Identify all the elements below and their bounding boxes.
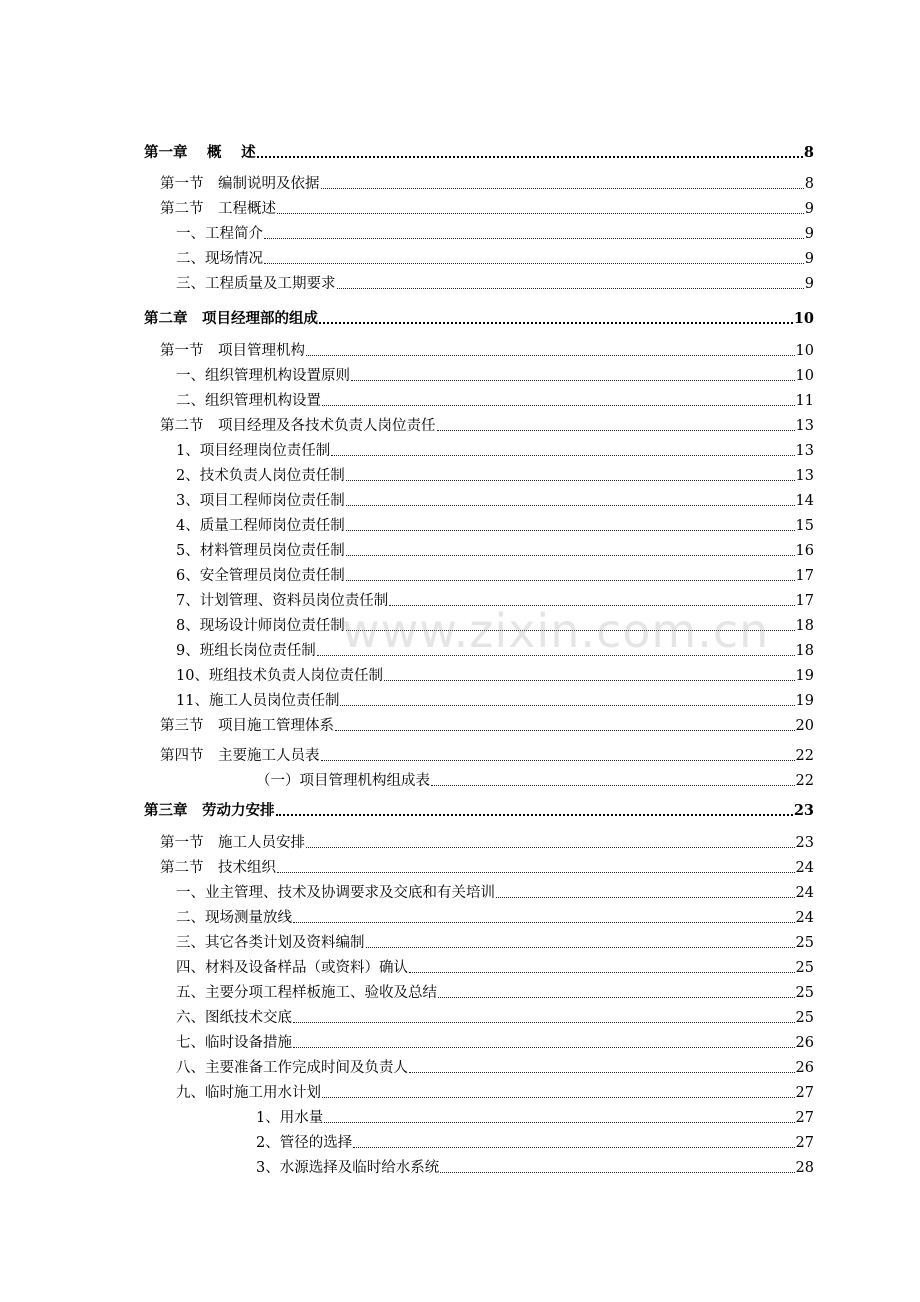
toc-leader [257,156,803,158]
toc-title: 二、现场情况 [176,251,263,267]
toc-title: 第二章 项目经理部的组成 [144,310,318,327]
toc-item[interactable] [176,563,814,585]
toc-title: 3、项目工程师岗位责任制 [176,493,345,509]
toc-page-number: 22 [795,748,814,764]
toc-leader [317,655,795,656]
toc-leader [331,455,794,456]
toc-leader [437,430,795,431]
toc-page-number: 25 [795,935,814,951]
toc-page-number: 18 [795,618,814,634]
toc-title: 5、材料管理员岗位责任制 [176,543,345,559]
toc-item[interactable] [176,488,814,510]
toc-page-number: 24 [795,860,814,876]
toc-title: 6、安全管理员岗位责任制 [176,568,345,584]
toc-title: 三、其它各类计划及资料编制 [176,935,365,951]
toc-item[interactable] [176,388,814,410]
toc-leader [496,897,795,898]
toc-title: （一）项目管理机构组成表 [256,773,430,789]
toc-section[interactable] [160,830,814,852]
toc-item[interactable] [176,463,814,485]
toc-title: 一、业主管理、技术及协调要求及交底和有关培训 [176,885,495,901]
toc-page-number: 20 [795,718,814,734]
toc-title: 7、计划管理、资料员岗位责任制 [176,593,389,609]
toc-item[interactable] [176,363,814,385]
toc-leader [438,997,795,998]
toc-page-number: 9 [804,226,814,242]
toc-item[interactable] [176,905,814,927]
watermark: www.zixin.com.cn [342,604,770,658]
toc-title: 9、班组长岗位责任制 [176,643,316,659]
toc-leader [322,1097,795,1098]
toc-title: 第二节 技术组织 [160,860,276,876]
toc-leader [351,380,795,381]
toc-page-number: 8 [803,144,814,161]
toc-leader [346,630,795,631]
toc-leader [324,1122,794,1123]
toc-item[interactable] [176,613,814,635]
toc-page-number: 23 [795,835,814,851]
toc-leader [321,760,795,761]
toc-section[interactable] [160,338,814,360]
toc-leader [340,705,794,706]
toc-page-number: 10 [795,368,814,384]
toc-page-number: 19 [795,693,814,709]
toc-section[interactable] [160,713,814,735]
toc-item[interactable] [176,588,814,610]
toc-leader [337,288,804,289]
toc-section[interactable] [160,196,814,218]
toc-item[interactable] [256,1155,814,1177]
toc-page-number: 25 [795,985,814,1001]
toc-leader [335,730,795,731]
toc-page-number: 16 [795,543,814,559]
toc-page-number: 26 [795,1035,814,1051]
toc-leader [346,555,795,556]
toc-title: 1、项目经理岗位责任制 [176,443,331,459]
toc-item[interactable] [176,513,814,535]
toc-item[interactable] [176,880,814,902]
toc-page-number: 27 [795,1110,814,1126]
toc-item[interactable] [176,438,814,460]
toc-leader [322,405,795,406]
toc-title: 第三节 项目施工管理体系 [160,718,334,734]
toc-leader [293,1022,795,1023]
toc-leader [409,972,795,973]
toc-page-number: 9 [804,251,814,267]
toc-leader [389,605,794,606]
toc-page-number: 18 [795,643,814,659]
toc-title: 第四节 主要施工人员表 [160,748,320,764]
toc-page-number: 22 [795,773,814,789]
toc-title: 第一节 项目管理机构 [160,343,305,359]
toc-page-number: 13 [795,418,814,434]
toc-leader [277,213,804,214]
toc-title: 第一节 编制说明及依据 [160,176,320,192]
toc-item[interactable] [176,271,814,293]
toc-page-number: 13 [795,443,814,459]
toc-page-number: 9 [804,201,814,217]
toc-section[interactable] [160,855,814,877]
toc-item[interactable] [176,663,814,685]
toc-title: 2、技术负责人岗位责任制 [176,468,345,484]
toc-item[interactable] [256,1130,814,1152]
toc-page-number: 27 [795,1135,814,1151]
toc-page-number: 25 [795,960,814,976]
toc-leader [306,355,795,356]
toc-leader [440,1172,794,1173]
toc-page-number: 11 [795,393,814,409]
toc-title: 八、主要准备工作完成时间及负责人 [176,1060,408,1076]
toc-leader [293,1047,795,1048]
toc-leader [346,480,795,481]
toc-title: 五、主要分项工程样板施工、验收及总结 [176,985,437,1001]
toc-title: 第三章 劳动力安排 [144,802,275,819]
toc-title: 4、质量工程师岗位责任制 [176,518,345,534]
toc-leader [409,1072,795,1073]
toc-item[interactable] [176,638,814,660]
toc-leader [306,847,795,848]
toc-title: 第二节 工程概述 [160,201,276,217]
toc-item[interactable] [176,955,814,977]
toc-chapter[interactable] [144,306,814,328]
toc-page-number: 23 [793,802,814,819]
toc-title: 二、组织管理机构设置 [176,393,321,409]
toc-title: 一、工程简介 [176,226,263,242]
toc-title: 11、施工人员岗位责任制 [176,693,340,709]
toc-title: 3、水源选择及临时给水系统 [256,1160,440,1176]
toc-title: 二、现场测量放线 [176,910,292,926]
toc-section[interactable] [160,171,814,193]
toc-title: 第一节 施工人员安排 [160,835,305,851]
toc-leader [366,947,795,948]
toc-title: 第一章 概 述 [144,144,256,161]
toc-title: 三、工程质量及工期要求 [176,276,336,292]
toc-leader [384,680,795,681]
toc-leader [264,238,804,239]
toc-page-number: 27 [795,1085,814,1101]
toc-title: 第二节 项目经理及各技术负责人岗位责任 [160,418,436,434]
toc-item[interactable] [176,246,814,268]
toc-section[interactable] [160,743,814,765]
toc-item[interactable] [176,1005,814,1027]
toc-item[interactable] [176,538,814,560]
toc-section[interactable] [160,413,814,435]
toc-page-number: 10 [795,343,814,359]
toc-leader [346,530,795,531]
toc-item[interactable] [176,221,814,243]
toc-leader [277,872,795,873]
toc-page-number: 13 [795,468,814,484]
toc-title: 8、现场设计师岗位责任制 [176,618,345,634]
toc-item[interactable] [176,930,814,952]
toc-title: 2、管径的选择 [256,1135,353,1151]
toc-item[interactable] [176,1055,814,1077]
toc-page-number: 28 [795,1160,814,1176]
toc-page-number: 15 [795,518,814,534]
toc-page-number: 17 [795,593,814,609]
toc-leader [431,785,795,786]
toc-page-number: 26 [795,1060,814,1076]
toc-page-number: 8 [804,176,814,192]
toc-leader [353,1147,794,1148]
toc-title: 一、组织管理机构设置原则 [176,368,350,384]
toc-title: 1、用水量 [256,1110,324,1126]
toc-title: 10、班组技术负责人岗位责任制 [176,668,383,684]
toc-item[interactable] [176,1030,814,1052]
toc-page-number: 14 [795,493,814,509]
toc-leader [264,263,804,264]
toc-title: 九、临时施工用水计划 [176,1085,321,1101]
toc-page-number: 9 [804,276,814,292]
toc-leader [321,188,804,189]
toc-leader [276,814,793,816]
toc-page-number: 24 [795,885,814,901]
toc-item[interactable] [176,688,814,710]
toc-item[interactable] [256,768,814,790]
toc-item[interactable] [176,980,814,1002]
toc-title: 四、材料及设备样品（或资料）确认 [176,960,408,976]
toc-page-number: 24 [795,910,814,926]
toc-leader [319,322,793,324]
toc-leader [293,922,795,923]
toc-leader [346,505,795,506]
toc-title: 七、临时设备措施 [176,1035,292,1051]
toc-page-number: 25 [795,1010,814,1026]
toc-page-number: 10 [793,310,814,327]
toc-item[interactable] [256,1105,814,1127]
toc-page-number: 17 [795,568,814,584]
toc-chapter[interactable] [144,798,814,820]
toc-page-number: 19 [795,668,814,684]
toc-item[interactable] [176,1080,814,1102]
toc-leader [346,580,795,581]
toc-chapter[interactable] [144,140,814,162]
toc-title: 六、图纸技术交底 [176,1010,292,1026]
